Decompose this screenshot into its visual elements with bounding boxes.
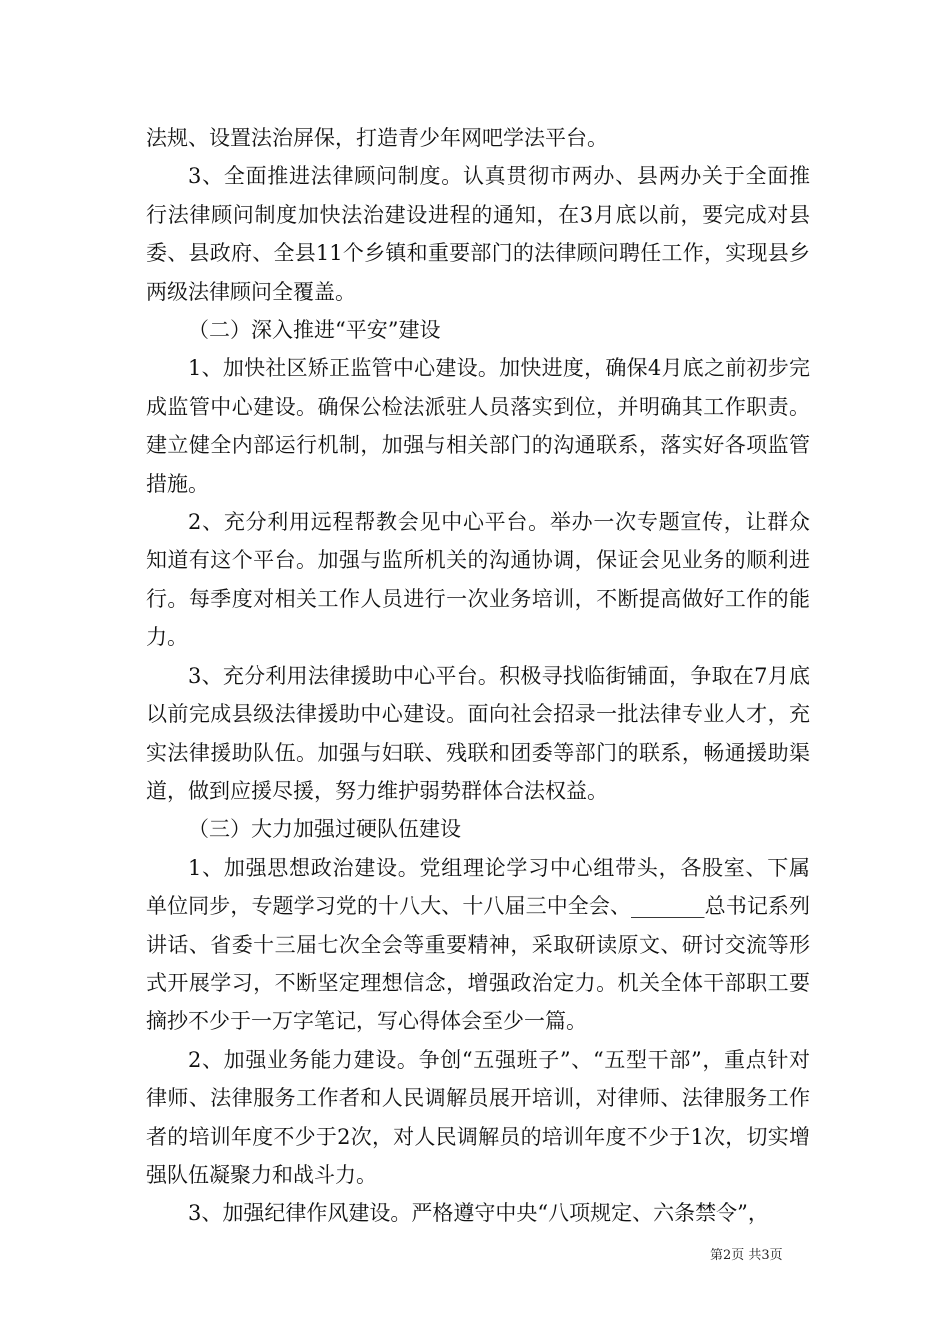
paragraph-business-ability: 2、加强业务能力建设。争创“五强班子”、“五型干部”，重点针对律师、法律服务工作者和人民调解员展开培训，对律师、法律服务工作者的培训年度不少于2次，对人民调解员的培训年度不少于1次，切实增强队伍凝聚力和战斗力。 xyxy=(146,1047,810,1187)
paragraph-community-correction: 1、加快社区矫正监管中心建设。加快进度，确保4月底之前初步完成监管中心建设。确保公检法派驻人员落实到位，并明确其工作职责。建立健全内部运行机制，加强与相关部门的沟通联系，落实好各项监管措施。 xyxy=(146,356,810,496)
paragraph-continuation: 法规、设置法治屏保，打造青少年网吧学法平台。 xyxy=(146,126,608,150)
section-heading-team: （三）大力加强过硬队伍建设 xyxy=(188,817,461,842)
document-body xyxy=(146,119,810,1233)
page-number-footer: 第2页 共3页 xyxy=(710,1248,783,1263)
section-heading-safety: （二）深入推进“平安”建设 xyxy=(188,318,441,343)
paragraph-political-building: 1、加强思想政治建设。党组理论学习中心组带头，各股室、下属单位同步，专题学习党的十八大、十八届三中全会、_______总书记系列讲话、省委十三届七次全会等重要精神，采取研读原文、研讨交流等形式开展学习，不断坚定理想信念，增强政治定力。机关全体干部职工要摘抄不少于一万字笔记，写心得体会至少一篇。 xyxy=(146,855,810,1034)
paragraph-legal-advisor: 3、全面推进法律顾问制度。认真贯彻市两办、县两办关于全面推行法律顾问制度加快法治建设进程的通知，在3月底以前，要完成对县委、县政府、全县11个乡镇和重要部门的法律顾问聘任工作，实现县乡两级法律顾问全覆盖。 xyxy=(146,164,810,304)
paragraph-remote-visit: 2、充分利用远程帮教会见中心平台。举办一次专题宣传，让群众知道有这个平台。加强与监所机关的沟通协调，保证会见业务的顺利进行。每季度对相关工作人员进行一次业务培训，不断提高做好工作的能力。 xyxy=(146,510,810,650)
paragraph-discipline: 3、加强纪律作风建设。严格遵守中央“八项规定、六条禁令”， xyxy=(188,1201,769,1226)
paragraph-legal-aid: 3、充分利用法律援助中心平台。积极寻找临街铺面，争取在7月底以前完成县级法律援助中心建设。面向社会招录一批法律专业人才，充实法律援助队伍。加强与妇联、残联和团委等部门的联系，畅通援助渠道，做到应援尽援，努力维护弱势群体合法权益。 xyxy=(146,663,810,803)
